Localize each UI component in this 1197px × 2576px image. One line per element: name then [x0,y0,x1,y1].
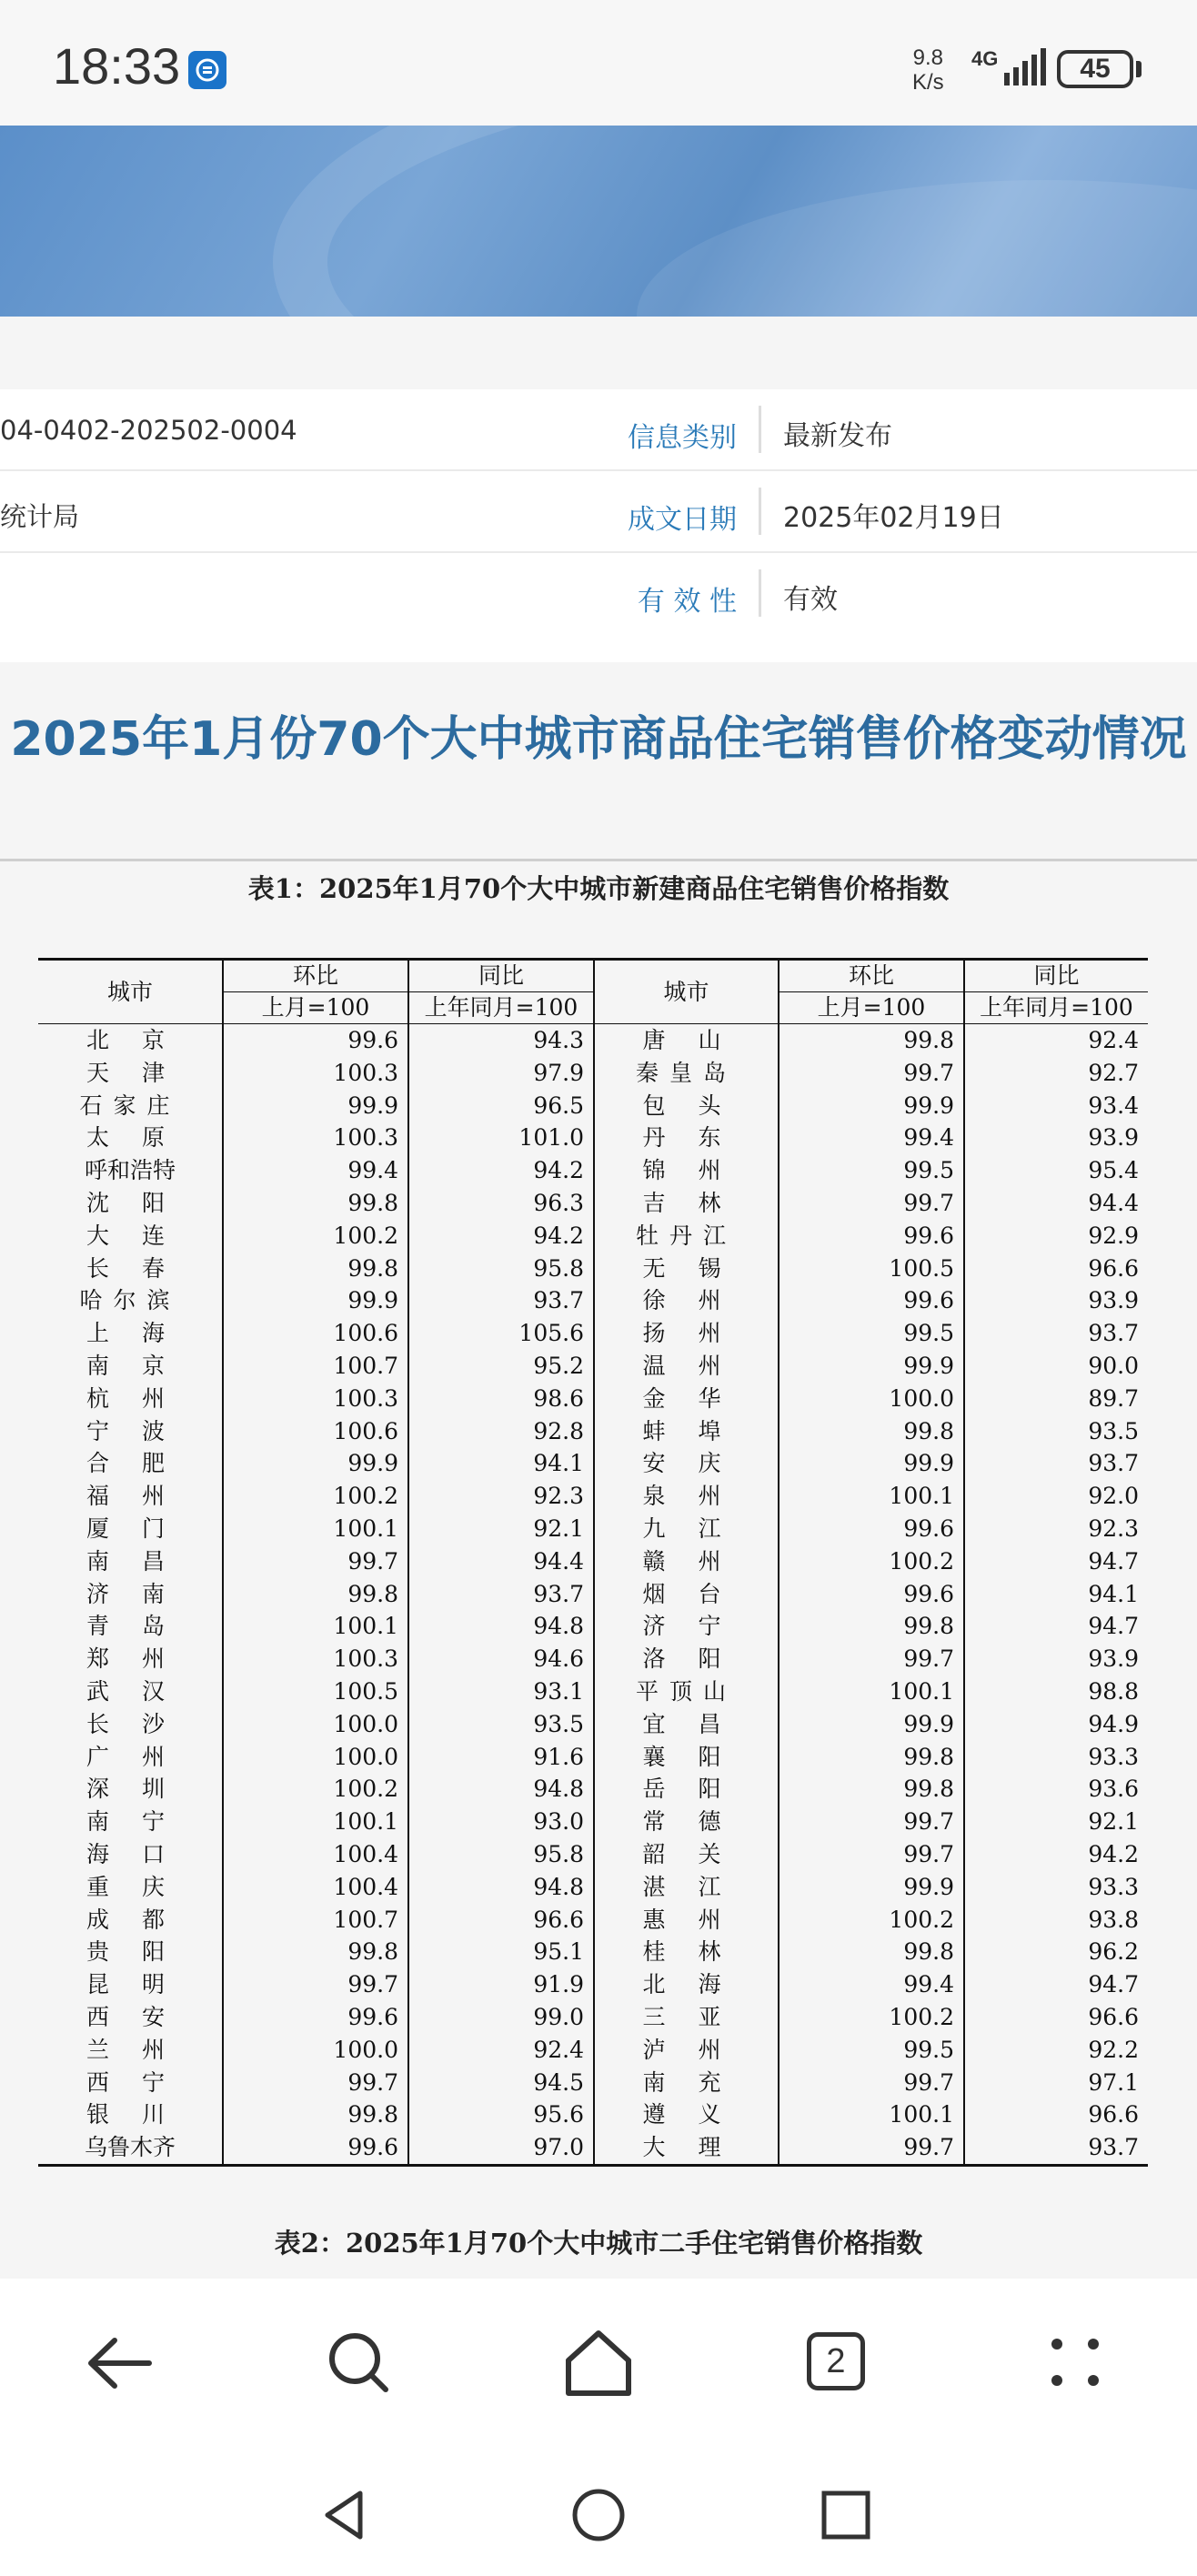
city-cell: 宁波 [86,1417,197,1444]
mom-cell: 100.0 [223,1708,408,1741]
mom-cell: 99.6 [779,1578,964,1611]
city-cell: 贵阳 [86,1938,197,1966]
battery-tip [1136,61,1142,77]
mom-cell: 100.3 [223,1122,408,1154]
yoy-cell: 92.1 [408,1513,594,1545]
yoy-cell: 101.0 [408,1122,594,1154]
mom-cell: 99.7 [779,1187,964,1220]
yoy-cell: 93.7 [408,1578,594,1611]
table-row [38,1122,1148,1154]
yoy-cell: 93.9 [964,1122,1148,1154]
mom-cell: 99.9 [779,1090,964,1122]
yoy-cell: 94.7 [964,1610,1148,1643]
mom-cell: 99.8 [779,1741,964,1774]
price-index-table [38,958,1148,2167]
table2-caption: 表2：2025年1月70个大中城市二手住宅销售价格指数 [274,2228,923,2259]
city-cell: 海口 [86,1840,197,1867]
table-row [38,1415,1148,1448]
table-row [38,2098,1148,2131]
mom-cell: 99.6 [223,1024,408,1057]
clock: 18:33 [53,37,181,95]
table-row [38,1317,1148,1350]
table-row [38,1350,1148,1383]
mom-cell: 99.7 [779,1057,964,1090]
info-label: 有 效 性 [637,586,737,618]
mom-cell: 99.9 [779,1871,964,1904]
table-row [38,1741,1148,1774]
nav-recents-icon[interactable] [819,2488,873,2542]
mom-cell: 99.5 [779,2034,964,2067]
yoy-cell: 94.9 [964,1708,1148,1741]
yoy-cell: 94.1 [408,1447,594,1480]
table-row [38,1773,1148,1806]
table-row [38,1968,1148,2001]
battery-icon: 45 [1057,50,1133,88]
table-row [38,1383,1148,1415]
col-header-yoy-base: 上年同月=100 [964,992,1148,1024]
col-header-mom: 环比 [779,960,964,992]
mom-cell: 100.1 [223,1513,408,1545]
yoy-cell: 96.6 [964,2001,1148,2034]
col-header-yoy: 同比 [964,960,1148,992]
city-cell: 惠州 [594,1904,779,1937]
city-cell: 扬州 [594,1317,779,1350]
city-cell: 天津 [86,1059,197,1086]
mom-cell: 99.5 [779,1154,964,1187]
city-cell: 南昌 [86,1547,197,1575]
city-cell: 银川 [86,2101,197,2128]
app-notification-icon [188,51,226,89]
yoy-cell: 93.7 [964,2131,1148,2165]
yoy-cell: 92.0 [964,1480,1148,1513]
mom-cell: 99.9 [223,1090,408,1122]
city-cell: 秦皇岛 [594,1057,779,1090]
mom-cell: 100.3 [223,1383,408,1415]
mom-cell: 99.6 [779,1513,964,1545]
mom-cell: 99.9 [779,1350,964,1383]
mom-cell: 100.5 [779,1253,964,1285]
mom-cell: 100.1 [779,2098,964,2131]
yoy-cell: 90.0 [964,1350,1148,1383]
yoy-cell: 92.4 [964,1024,1148,1057]
city-cell: 桂林 [594,1936,779,1968]
yoy-cell: 94.7 [964,1545,1148,1578]
mom-cell: 99.8 [223,2098,408,2131]
table-row [38,2001,1148,2034]
yoy-cell: 98.8 [964,1675,1148,1708]
tab-count-button[interactable]: 2 [807,2332,865,2390]
yoy-cell: 89.7 [964,1383,1148,1415]
yoy-cell: 93.0 [408,1806,594,1838]
mom-cell: 100.0 [779,1383,964,1415]
mom-cell: 99.6 [223,2131,408,2165]
divider [759,406,761,453]
city-cell: 长春 [86,1254,197,1282]
yoy-cell: 94.2 [964,1838,1148,1871]
network-type: 4G [971,47,999,70]
yoy-cell: 92.3 [964,1513,1148,1545]
mom-cell: 100.1 [779,1675,964,1708]
city-cell: 赣州 [594,1545,779,1578]
table-row [38,1578,1148,1611]
city-cell: 广州 [86,1743,197,1770]
yoy-cell: 97.0 [408,2131,594,2165]
city-cell: 遵义 [594,2098,779,2131]
yoy-cell: 93.4 [964,1090,1148,1122]
city-cell: 哈尔滨 [79,1287,181,1314]
table-row [38,1253,1148,1285]
mom-cell: 100.7 [223,1350,408,1383]
city-cell: 福州 [86,1483,197,1510]
network-speed: 9.8 K/s [912,45,944,95]
city-cell: 兰州 [86,2036,197,2063]
yoy-cell: 99.0 [408,2001,594,2034]
city-cell: 北海 [594,1968,779,2001]
status-bar [0,0,1197,126]
info-table [0,389,1197,662]
city-cell: 襄阳 [594,1741,779,1774]
info-row [0,389,1197,471]
mom-cell: 99.9 [779,1708,964,1741]
mom-cell: 99.4 [779,1122,964,1154]
more-icon[interactable] [1037,2322,1119,2404]
mom-cell: 100.2 [223,1773,408,1806]
header-banner [0,126,1197,317]
city-cell: 合肥 [86,1450,197,1477]
city-cell: 温州 [594,1350,779,1383]
mom-cell: 100.4 [223,1838,408,1871]
city-cell: 湛江 [594,1871,779,1904]
table-row [38,1610,1148,1643]
city-cell: 青岛 [86,1613,197,1640]
table-row [38,2067,1148,2099]
table-row [38,2034,1148,2067]
yoy-cell: 92.9 [964,1220,1148,1253]
city-cell: 洛阳 [594,1643,779,1675]
browser-toolbar [0,2279,1197,2451]
yoy-cell: 98.6 [408,1383,594,1415]
col-header-yoy-base: 上年同月=100 [408,992,594,1024]
info-label: 成文日期 [628,504,737,536]
yoy-cell: 94.5 [408,2067,594,2099]
info-value: 有效 [783,584,838,616]
city-cell: 上海 [86,1320,197,1347]
city-cell: 吉林 [594,1187,779,1220]
city-cell: 泸州 [594,2034,779,2067]
yoy-cell: 94.3 [408,1024,594,1057]
city-cell: 徐州 [594,1284,779,1317]
search-icon[interactable] [318,2322,400,2404]
mom-cell: 100.2 [223,1480,408,1513]
yoy-cell: 97.9 [408,1057,594,1090]
mom-cell: 99.8 [779,1773,964,1806]
mom-cell: 100.2 [779,1904,964,1937]
mom-cell: 99.7 [223,1968,408,2001]
yoy-cell: 93.7 [964,1447,1148,1480]
city-cell: 呼和浩特 [84,1157,176,1184]
city-cell: 南充 [594,2067,779,2099]
yoy-cell: 94.8 [408,1610,594,1643]
yoy-cell: 97.1 [964,2067,1148,2099]
yoy-cell: 96.3 [408,1187,594,1220]
table-row [38,1187,1148,1220]
table-row [38,1090,1148,1122]
yoy-cell: 92.4 [408,2034,594,2067]
city-cell: 西宁 [86,2068,197,2096]
mom-cell: 99.7 [223,2067,408,2099]
city-cell: 成都 [86,1906,197,1933]
yoy-cell: 93.8 [964,1904,1148,1937]
table-row [38,2131,1148,2165]
yoy-cell: 93.3 [964,1741,1148,1774]
city-cell: 烟台 [594,1578,779,1611]
home-icon[interactable] [558,2322,639,2404]
mom-cell: 99.7 [779,1643,964,1675]
yoy-cell: 95.1 [408,1936,594,1968]
city-cell: 岳阳 [594,1773,779,1806]
page-title: 2025年1月份70个大中城市商品住宅销售价格变动情况 [10,712,1187,767]
city-cell: 济南 [86,1580,197,1607]
city-cell: 金华 [594,1383,779,1415]
mom-cell: 99.8 [223,1187,408,1220]
city-cell: 太原 [86,1124,197,1152]
yoy-cell: 93.5 [408,1708,594,1741]
city-cell: 大连 [86,1222,197,1249]
mom-cell: 99.5 [779,1317,964,1350]
city-cell: 沈阳 [86,1189,197,1216]
table-row [38,1545,1148,1578]
mom-cell: 99.6 [223,2001,408,2034]
city-cell: 锦州 [594,1154,779,1187]
col-header-mom-base: 上月=100 [779,992,964,1024]
table-row [38,1871,1148,1904]
city-cell: 蚌埠 [594,1415,779,1448]
col-header-mom-base: 上月=100 [223,992,408,1024]
mom-cell: 99.8 [223,1253,408,1285]
yoy-cell: 92.1 [964,1806,1148,1838]
yoy-cell: 96.5 [408,1090,594,1122]
mom-cell: 99.7 [779,2067,964,2099]
mom-cell: 100.3 [223,1643,408,1675]
table-row [38,1643,1148,1675]
city-cell: 平顶山 [594,1675,779,1708]
city-cell: 北京 [38,1024,223,1057]
city-cell: 重庆 [86,1873,197,1900]
city-cell: 西安 [86,2003,197,2030]
city-cell: 牡丹江 [594,1220,779,1253]
city-cell: 包头 [594,1090,779,1122]
yoy-cell: 94.2 [408,1220,594,1253]
system-navigation-bar [0,2451,1197,2576]
mom-cell: 100.5 [223,1675,408,1708]
yoy-cell: 93.7 [964,1317,1148,1350]
mom-cell: 99.4 [779,1968,964,2001]
city-cell: 安庆 [594,1447,779,1480]
yoy-cell: 93.9 [964,1284,1148,1317]
mom-cell: 99.9 [223,1284,408,1317]
table-body [38,1024,1148,2166]
yoy-cell: 91.6 [408,1741,594,1774]
yoy-cell: 91.9 [408,1968,594,2001]
yoy-cell: 95.6 [408,2098,594,2131]
mom-cell: 100.7 [223,1904,408,1937]
yoy-cell: 94.6 [408,1643,594,1675]
mom-cell: 99.6 [779,1220,964,1253]
mom-cell: 99.8 [223,1936,408,1968]
table-row [38,1057,1148,1090]
table-row [38,1904,1148,1937]
yoy-cell: 94.7 [964,1968,1148,2001]
info-row [0,553,1197,633]
nav-back-icon[interactable] [317,2488,371,2542]
table-row [38,1480,1148,1513]
table-row [38,1838,1148,1871]
city-cell: 深圳 [86,1776,197,1803]
mom-cell: 99.4 [223,1154,408,1187]
city-cell: 九江 [594,1513,779,1545]
yoy-cell: 95.8 [408,1838,594,1871]
yoy-cell: 93.7 [408,1284,594,1317]
mom-cell: 100.1 [223,1610,408,1643]
table-row [38,1708,1148,1741]
city-cell: 常德 [594,1806,779,1838]
city-cell: 石家庄 [79,1092,181,1119]
city-cell: 宜昌 [594,1708,779,1741]
mom-cell: 99.7 [779,1838,964,1871]
col-header-city: 城市 [38,960,223,1024]
yoy-cell: 96.2 [964,1936,1148,1968]
yoy-cell: 105.6 [408,1317,594,1350]
table-row [38,1513,1148,1545]
yoy-cell: 92.2 [964,2034,1148,2067]
city-cell: 泉州 [594,1480,779,1513]
yoy-cell: 95.4 [964,1154,1148,1187]
yoy-cell: 93.9 [964,1643,1148,1675]
city-cell: 丹东 [594,1122,779,1154]
mom-cell: 100.3 [223,1057,408,1090]
yoy-cell: 94.8 [408,1871,594,1904]
mom-cell: 100.0 [223,2034,408,2067]
col-header-yoy: 同比 [408,960,594,992]
table-row [38,1284,1148,1317]
yoy-cell: 96.6 [964,2098,1148,2131]
info-row [0,471,1197,553]
col-header-city: 城市 [594,960,779,1024]
mom-cell: 99.8 [779,1610,964,1643]
back-icon[interactable] [78,2322,160,2404]
mom-cell: 99.8 [779,1415,964,1448]
table-row [38,1675,1148,1708]
mom-cell: 100.6 [223,1415,408,1448]
table-row [38,1220,1148,1253]
yoy-cell: 95.2 [408,1350,594,1383]
issuing-agency: 统计局 [0,501,80,532]
yoy-cell: 92.3 [408,1480,594,1513]
nav-home-icon[interactable] [569,2486,628,2544]
mom-cell: 100.2 [779,1545,964,1578]
mom-cell: 99.7 [223,1545,408,1578]
mom-cell: 99.7 [779,1806,964,1838]
mom-cell: 99.9 [779,1447,964,1480]
city-cell: 武汉 [86,1677,197,1705]
mom-cell: 100.2 [779,2001,964,2034]
mom-cell: 100.1 [223,1806,408,1838]
mom-cell: 99.6 [779,1284,964,1317]
city-cell: 唐山 [594,1024,779,1057]
yoy-cell: 94.4 [408,1545,594,1578]
mom-cell: 100.6 [223,1317,408,1350]
city-cell: 三亚 [594,2001,779,2034]
city-cell: 韶关 [594,1838,779,1871]
col-header-mom: 环比 [223,960,408,992]
city-cell: 郑州 [86,1645,197,1673]
yoy-cell: 92.7 [964,1057,1148,1090]
city-cell: 无锡 [594,1253,779,1285]
info-label: 信息类别 [628,422,737,454]
city-cell: 南宁 [86,1808,197,1836]
mom-cell: 100.1 [779,1480,964,1513]
city-cell: 厦门 [86,1514,197,1542]
city-cell: 昆明 [86,1971,197,1998]
table1-caption: 表1：2025年1月70个大中城市新建商品住宅销售价格指数 [247,873,950,904]
mom-cell: 99.7 [779,2131,964,2165]
info-value: 最新发布 [783,420,892,452]
mom-cell: 99.8 [779,1936,964,1968]
table-row [38,1024,1148,1057]
yoy-cell: 93.1 [408,1675,594,1708]
yoy-cell: 94.8 [408,1773,594,1806]
city-cell: 南京 [86,1352,197,1379]
divider [759,488,761,535]
mom-cell: 99.8 [779,1024,964,1057]
yoy-cell: 95.8 [408,1253,594,1285]
index-number: 04-0402-202502-0004 [0,415,297,446]
table-row [38,1806,1148,1838]
yoy-cell: 96.6 [964,1253,1148,1285]
yoy-cell: 94.2 [408,1154,594,1187]
yoy-cell: 92.8 [408,1415,594,1448]
yoy-cell: 93.5 [964,1415,1148,1448]
yoy-cell: 94.1 [964,1578,1148,1611]
city-cell: 乌鲁木齐 [38,2131,223,2165]
mom-cell: 100.2 [223,1220,408,1253]
info-value: 2025年02月19日 [783,502,1004,534]
divider [0,859,1197,861]
mom-cell: 99.9 [223,1447,408,1480]
city-cell: 杭州 [86,1384,197,1412]
mom-cell: 100.0 [223,1741,408,1774]
table-row [38,1936,1148,1968]
yoy-cell: 93.6 [964,1773,1148,1806]
city-cell: 济宁 [594,1610,779,1643]
yoy-cell: 94.4 [964,1187,1148,1220]
table-row [38,1447,1148,1480]
yoy-cell: 96.6 [408,1904,594,1937]
mom-cell: 99.8 [223,1578,408,1611]
mom-cell: 100.4 [223,1871,408,1904]
city-cell: 大理 [594,2131,779,2165]
city-cell: 长沙 [86,1710,197,1737]
yoy-cell: 93.3 [964,1871,1148,1904]
table-row [38,1154,1148,1187]
divider [759,569,761,617]
